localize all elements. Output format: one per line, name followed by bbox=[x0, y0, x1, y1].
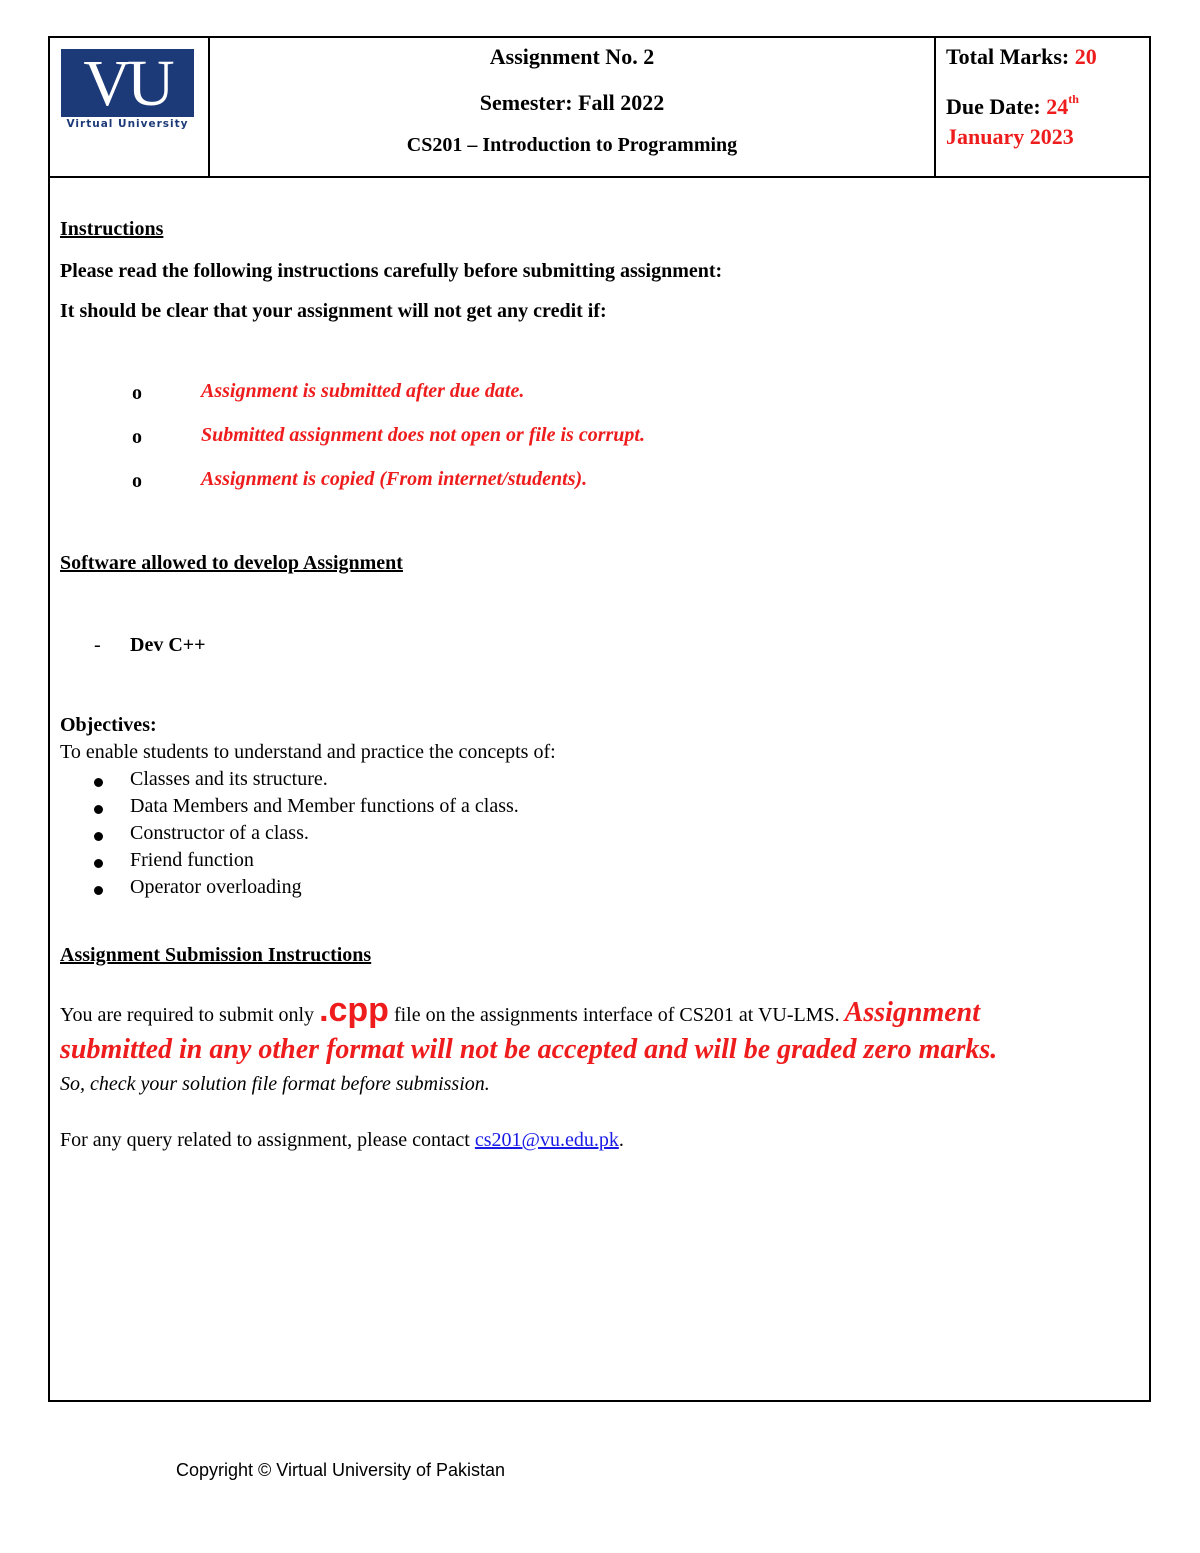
logo-cell bbox=[50, 38, 210, 176]
assignment-frame bbox=[48, 36, 1151, 1402]
objective-bullet bbox=[94, 778, 103, 787]
marks-cell bbox=[936, 38, 1149, 176]
course-title: CS201 – Introduction to Programming bbox=[406, 134, 738, 156]
logo-caption: Virtual University bbox=[66, 118, 189, 130]
copyright-footer: Copyright © Virtual University of Pakistan bbox=[176, 1460, 506, 1480]
submission-heading: Assignment Submission Instructions bbox=[60, 944, 372, 966]
vu-logo-icon bbox=[61, 49, 194, 117]
instructions-line2: It should be clear that your assignment will not get any credit if: bbox=[60, 300, 607, 322]
logo-text: VU bbox=[83, 49, 171, 117]
query-text: For any query related to assignment, please contact bbox=[60, 1129, 475, 1151]
software-heading: Software allowed to develop Assignment bbox=[60, 552, 403, 574]
due-date-label: Due Date: bbox=[946, 94, 1047, 119]
objective-item: Data Members and Member functions of a class. bbox=[130, 795, 519, 817]
software-item: Dev C++ bbox=[130, 634, 206, 656]
objective-item: Constructor of a class. bbox=[130, 822, 309, 844]
due-date-day: 24 bbox=[1046, 94, 1069, 119]
due-date-month-year: January 2023 bbox=[946, 124, 1074, 149]
instructions-heading: Instructions bbox=[60, 218, 164, 240]
semester: Semester: Fall 2022 bbox=[479, 90, 665, 115]
submission-text-before: You are required to submit only bbox=[60, 1004, 320, 1026]
cpp-extension: .cpp bbox=[319, 991, 389, 1029]
objective-item: Classes and its structure. bbox=[130, 768, 328, 790]
total-marks bbox=[946, 44, 1097, 70]
warning-part1: Assignment bbox=[844, 997, 981, 1028]
objectives-heading: Objectives: bbox=[60, 714, 157, 736]
objective-bullet bbox=[94, 886, 103, 895]
total-marks-label: Total Marks: bbox=[946, 44, 1075, 69]
contact-email-link[interactable]: cs201@vu.edu.pk bbox=[474, 1129, 619, 1151]
header-table bbox=[50, 38, 1149, 178]
condition-item: Assignment is copied (From internet/students). bbox=[201, 468, 588, 490]
condition-item: Assignment is submitted after due date. bbox=[201, 380, 525, 402]
due-date bbox=[946, 91, 1079, 120]
check-format-text: So, check your solution file format before submission. bbox=[60, 1073, 490, 1095]
instructions-line1: Please read the following instructions carefully before submitting assignment: bbox=[60, 260, 723, 282]
submission-text-after: file on the assignments interface of CS201 at VU-LMS. bbox=[388, 1004, 845, 1026]
objective-bullet bbox=[94, 832, 103, 841]
condition-bullet: o bbox=[132, 382, 142, 404]
software-dash: - bbox=[94, 634, 101, 656]
condition-bullet: o bbox=[132, 470, 142, 492]
objective-item: Operator overloading bbox=[130, 876, 302, 898]
submission-line bbox=[60, 991, 980, 1030]
assignment-number: Assignment No. 2 bbox=[489, 44, 655, 69]
title-cell bbox=[210, 38, 936, 176]
query-line bbox=[60, 1129, 624, 1152]
objective-bullet bbox=[94, 859, 103, 868]
objectives-intro: To enable students to understand and practice the concepts of: bbox=[60, 741, 556, 763]
query-end: . bbox=[618, 1129, 624, 1151]
total-marks-value: 20 bbox=[1074, 44, 1097, 69]
condition-item: Submitted assignment does not open or file is corrupt. bbox=[201, 424, 645, 446]
due-date-suffix: th bbox=[1068, 91, 1079, 106]
objective-item: Friend function bbox=[130, 849, 254, 871]
objective-bullet bbox=[94, 805, 103, 814]
warning-part2: submitted in any other format will not be accepted and will be graded zero marks. bbox=[60, 1034, 998, 1065]
condition-bullet: o bbox=[132, 426, 142, 448]
